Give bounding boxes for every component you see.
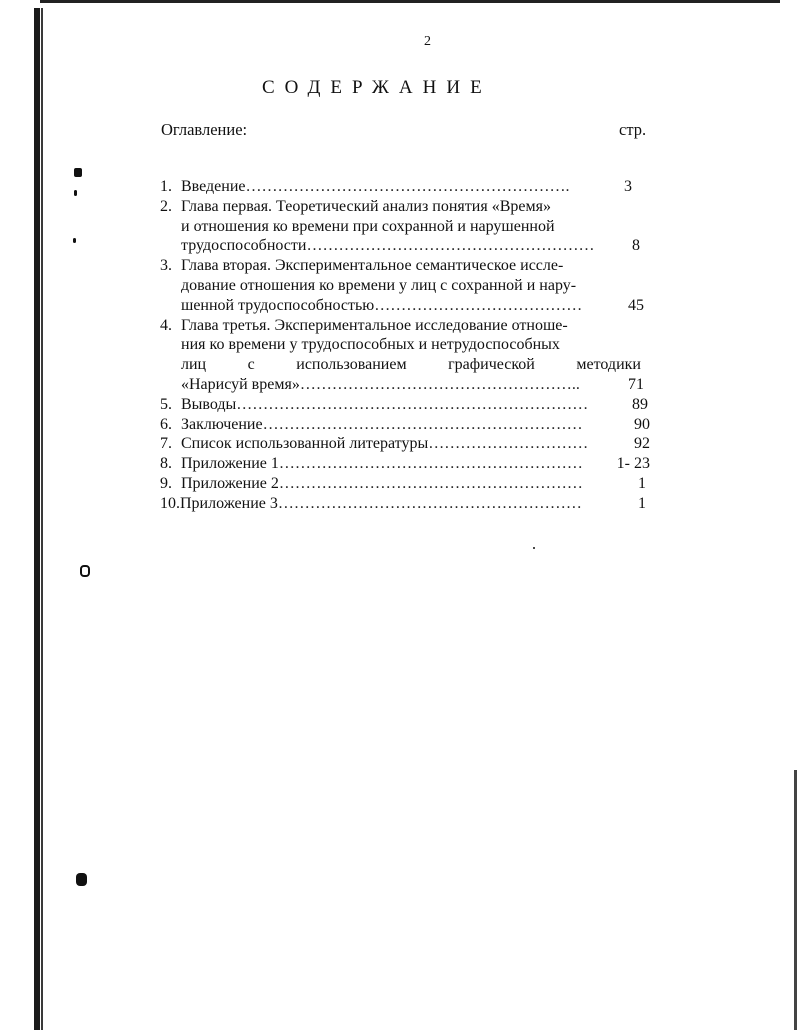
toc-entry-continuation (160, 217, 650, 237)
scan-border (34, 8, 40, 1030)
page-number: 2 (424, 34, 431, 49)
entry-number: 1. (160, 178, 172, 195)
entry-page: 1- 23 (616, 455, 650, 473)
entry-text: ния ко времени у трудоспособных и нетрудоспособных (181, 336, 560, 354)
entry-number: 4. (160, 316, 172, 334)
scan-speck (533, 547, 535, 549)
toc-entry-introduction: 1. Введение……………………………………………………. 3 (160, 178, 632, 195)
scan-speck (76, 873, 87, 886)
table-of-contents (160, 177, 650, 514)
entry-text: Выводы (181, 395, 237, 413)
toc-entry-appendix-1: 8. Приложение 1………………………………………………… 1- 23 (160, 455, 650, 473)
toc-entry-continuation: шенной трудоспособностью………………………………… 45 (181, 296, 644, 314)
entry-text: Заключение (181, 415, 263, 433)
entry-text: «Нарисуй время» (181, 375, 300, 393)
toc-entry-chapter-1 (160, 197, 650, 217)
page-column-label: стр. (619, 120, 647, 139)
entry-text: графической (448, 356, 535, 374)
entry-number: 8. (160, 455, 172, 473)
entry-text: дование отношения ко времени у лиц с сохранной и нару- (181, 276, 577, 294)
scan-border (794, 770, 797, 1030)
toc-entry-continuation: «Нарисуй время»…………………………………………….. 71 (181, 375, 644, 393)
scan-speck (74, 168, 82, 177)
toc-entry-appendix-3: 10.Приложение 3………………………………………………… 1 (160, 494, 646, 512)
scan-speck (80, 565, 90, 577)
entry-text: трудоспособности (181, 237, 307, 255)
entry-text: Глава третья. Экспериментальное исследование отноше- (181, 316, 568, 334)
entry-number: 2. (160, 197, 172, 215)
entry-page: 71 (628, 375, 644, 393)
toc-entry-continuation (160, 335, 650, 355)
entry-page: 1 (638, 494, 646, 512)
scan-speck (74, 190, 77, 196)
entry-text: Приложение 2 (181, 474, 279, 492)
entry-page: 8 (632, 237, 640, 255)
toc-entry-continuation (160, 276, 650, 296)
toc-entry-references: 7. Список использованной литературы………………………… 92 (160, 435, 650, 453)
entry-text: Приложение 3 (180, 494, 278, 512)
entry-text: и отношения ко времени при сохранной и нарушенной (181, 217, 555, 235)
entry-text: методики (576, 356, 641, 374)
entry-text: шенной трудоспособностью (181, 296, 375, 314)
toc-entry-conclusions: 5. Выводы………………………………………………………… 89 (160, 395, 648, 413)
toc-entry-continuation: трудоспособности……………………………………………… 8 (181, 237, 640, 255)
entry-page: 45 (628, 296, 644, 314)
entry-number: 10. (160, 494, 180, 512)
entry-text: использованием (296, 356, 407, 374)
entry-text: Глава первая. Теоретический анализ понятия «Время» (181, 197, 551, 215)
toc-entry-continuation (160, 355, 641, 375)
toc-entry-appendix-2: 9. Приложение 2………………………………………………… 1 (160, 474, 646, 492)
entry-number: 7. (160, 435, 172, 453)
entry-page: 89 (632, 395, 648, 413)
entry-number: 6. (160, 415, 172, 433)
entry-text: Приложение 1 (181, 455, 279, 473)
entry-number: 5. (160, 395, 172, 413)
entry-text: Введение (181, 178, 246, 195)
scan-border (40, 0, 780, 3)
entry-text: Глава вторая. Экспериментальное семантическое иссле- (181, 257, 564, 275)
entry-text: Список использованной литературы (181, 435, 429, 453)
toc-entry-chapter-3 (160, 316, 650, 336)
scan-speck (73, 238, 76, 243)
entry-number: 9. (160, 474, 172, 492)
entry-page: 1 (638, 474, 646, 492)
toc-entry-chapter-2 (160, 256, 650, 276)
entry-page: 3 (624, 178, 632, 195)
scan-border (41, 8, 43, 1030)
entry-page: 90 (634, 415, 650, 433)
toc-entry-summary: 6. Заключение…………………………………………………… 90 (160, 415, 650, 433)
entry-page: 92 (634, 435, 650, 453)
toc-label: Оглавление: (161, 120, 248, 139)
entry-text: с (247, 356, 255, 374)
entry-text: лиц (181, 356, 207, 374)
entry-number: 3. (160, 257, 172, 275)
page-title: СОДЕРЖАНИЕ (262, 77, 492, 98)
